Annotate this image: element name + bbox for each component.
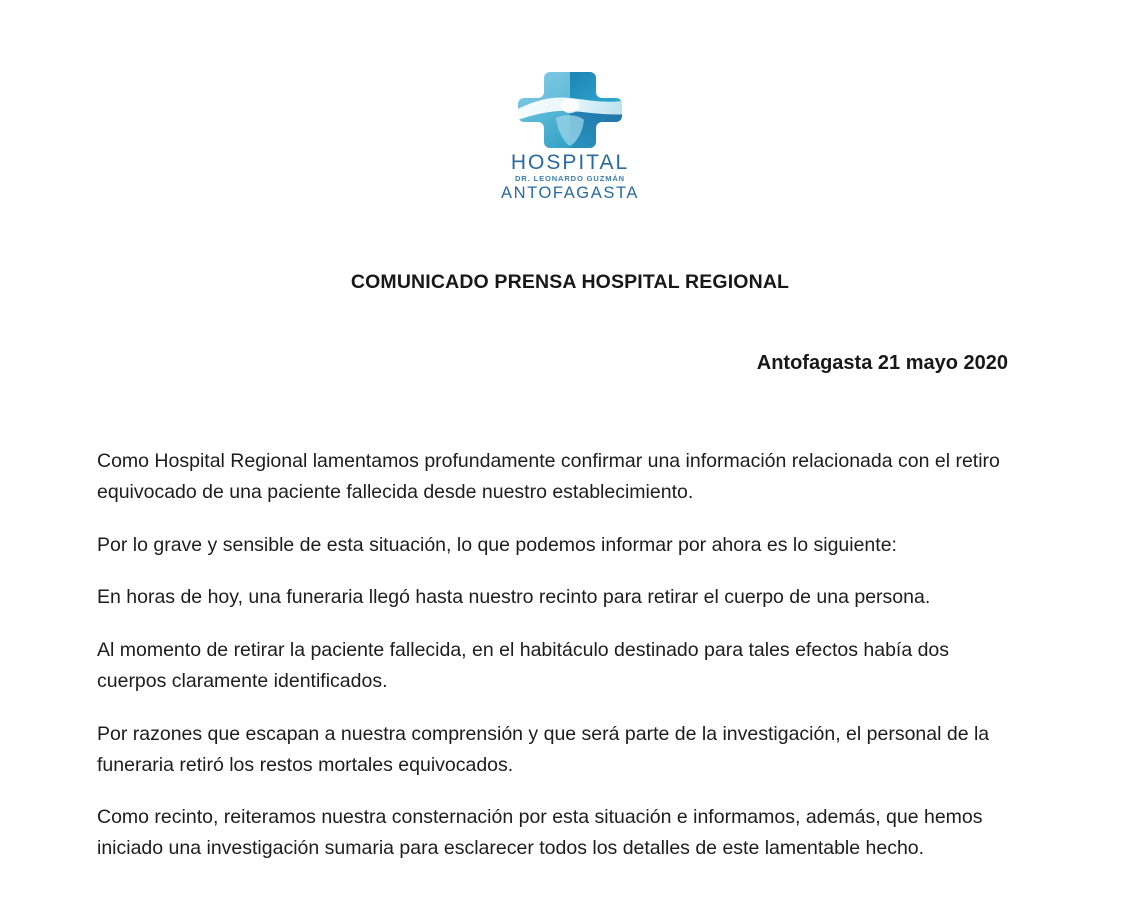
body-paragraph: Por lo grave y sensible de esta situación, lo que podemos informar por ahora es lo siguiente: — [97, 533, 897, 556]
page-title: COMUNICADO PRENSA HOSPITAL REGIONAL — [350, 271, 790, 294]
document-body — [97, 446, 1007, 864]
body-paragraph: En horas de hoy, una funeraria llegó hasta nuestro recinto para retirar el cuerpo de una persona. — [97, 586, 931, 609]
body-paragraph: Por razones que escapan a nuestra comprensión y que será parte de la investigación, el personal de la funeraria retiró los restos mortales equivocados. — [97, 722, 990, 776]
body-paragraph: Como Hospital Regional lamentamos profundamente confirmar una información relacionada con el retiro equivocado de una paciente fallecida desde nuestro establecimiento. — [97, 450, 1000, 503]
date-line: Antofagasta 21 mayo 2020 — [756, 352, 1008, 374]
logo-city-text: ANTOFAGASTA — [500, 183, 639, 202]
logo-wordmark — [501, 152, 639, 201]
logo-subtitle-text: DR. LEONARDO GUZMÁN — [514, 174, 625, 183]
hospital-logo — [0, 66, 1140, 201]
body-paragraph: Como recinto, reiteramos nuestra consternación por esta situación e informamos, además, que hemos iniciado una investigación sumaria para esclarecer todos los detalles de este lamentable hecho. — [97, 806, 983, 860]
body-paragraph: Al momento de retirar la paciente fallecida, en el habitáculo destinado para tales efectos había dos cuerpos claramente identificados. — [97, 639, 950, 692]
logo-hospital-text: HOSPITAL — [510, 151, 630, 174]
hospital-cross-icon — [512, 66, 628, 150]
